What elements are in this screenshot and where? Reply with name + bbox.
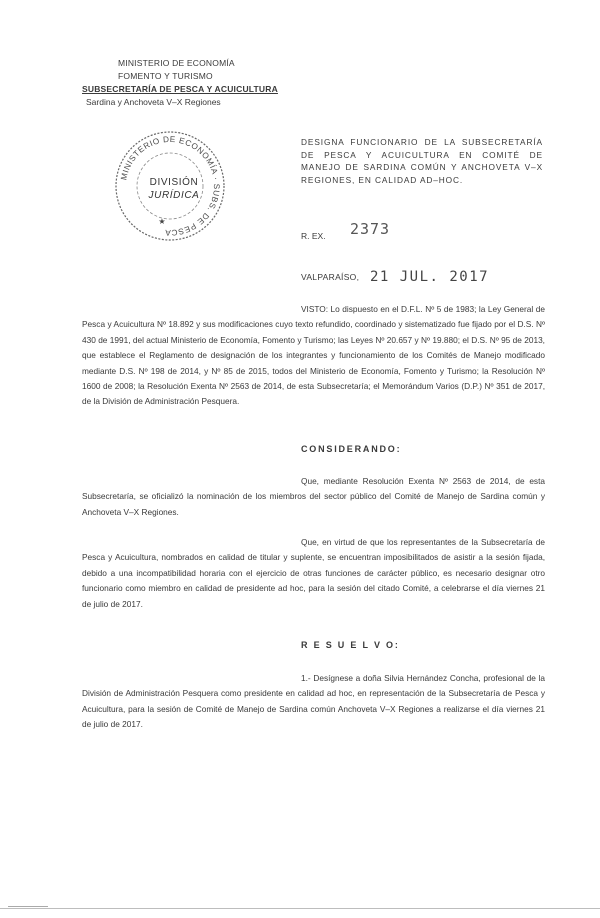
seal-star-icon: ★ [158, 217, 166, 226]
rex-number-stamp: 2373 [349, 220, 391, 238]
visto-paragraph: VISTO: Lo dispuesto en el D.F.L. Nº 5 de 1983; la Ley General de Pesca y Acuicultura Nº 18.892 y sus modificaciones cuyo texto refundido, coordinado y sistematizado fue fijado por el D.S. Nº 430 de 1991, del actual Ministerio de Economía, Fomento y Turismo; las Leyes Nº 20.657 y Nº 19.880; el D.S. Nº 95 de 2013, que establece el Reglamento de designación de los integrantes y funcionamiento de los Comités de Manejo modificado mediante D.S. Nº 198 de 2014, y Nº 85 de 2015, todos del Ministerio de Economía, Fomento y Turismo; la Resolución Nº 1600 de 2008; la Resolución Exenta Nº 2563 de 2014, de esta Subsecretaría; el Memorándum Varios (D.P.) Nº 351 de 2017, de la División de Administración Pesquera. [82, 304, 545, 407]
date-stamp: 21 JUL. 2017 [369, 269, 490, 285]
subsecretaria-name: SUBSECRETARÍA DE PESCA Y ACUICULTURA [82, 84, 278, 94]
place-label: VALPARAÍSO, [301, 272, 360, 282]
scan-mark [8, 900, 48, 907]
resuelvo-heading: R E S U E L V O: [301, 640, 400, 650]
seal-center-line-1: DIVISIÓN [149, 177, 199, 188]
ministry-line-2: FOMENTO Y TURISMO [118, 71, 213, 81]
rex-label: R. EX. [301, 231, 326, 241]
resolution-subject: DESIGNA FUNCIONARIO DE LA SUBSECRETARÍA DE PESCA Y ACUICULTURA EN COMITÉ DE MANEJO DE SARDINA COMÚN Y ANCHOVETA V–X REGIONES, EN CALIDAD AD–HOC. [301, 137, 543, 185]
place-and-date [301, 268, 489, 284]
seal-center-line-2: JURÍDICA [148, 190, 200, 201]
division-juridica-seal [112, 128, 228, 244]
considerando-paragraph-1: Que, mediante Resolución Exenta Nº 2563 de 2014, de esta Subsecretaría, se oficializó la nominación de los miembros del sector público del Comité de Manejo de Sardina común y Anchoveta V–X Regiones. [82, 476, 545, 517]
resolution-number [301, 220, 391, 243]
resuelvo-article-1: 1.- Desígnese a doña Silvia Hernández Concha, profesional de la División de Administración Pesquera como presidente en calidad ad hoc, en representación de la Subsecretaría de Pesca y Acuicultura, para la sesión de Comité de Manejo de Sardina común Anchoveta V–X Regiones a realizarse el día viernes 21 de julio de 2017. [82, 673, 545, 730]
seal-ring-text: MINISTERIO DE ECONOMÍA · SUBS. DE PESCA [119, 134, 222, 238]
considerando-heading: CONSIDERANDO: [301, 444, 402, 454]
considerando-paragraph-2: Que, en virtud de que los representantes de la Subsecretaría de Pesca y Acuicultura, nombrados en calidad de titular y suplente, se encuentran imposibilitados de asistir a la sesión fijada, debido a una incompatibilidad horaria con el ejercicio de otras funciones de carácter público, es necesario designar otro funcionario como miembro en calidad de presidente ad hoc, para la sesión del citado Comité, a celebrarse el día viernes 21 de julio de 2017. [82, 537, 545, 609]
region-line: Sardina y Anchoveta V–X Regiones [86, 97, 221, 107]
ministry-line-1: MINISTERIO DE ECONOMÍA [118, 58, 235, 68]
page-bottom-edge [0, 908, 600, 909]
letterhead [82, 57, 302, 109]
